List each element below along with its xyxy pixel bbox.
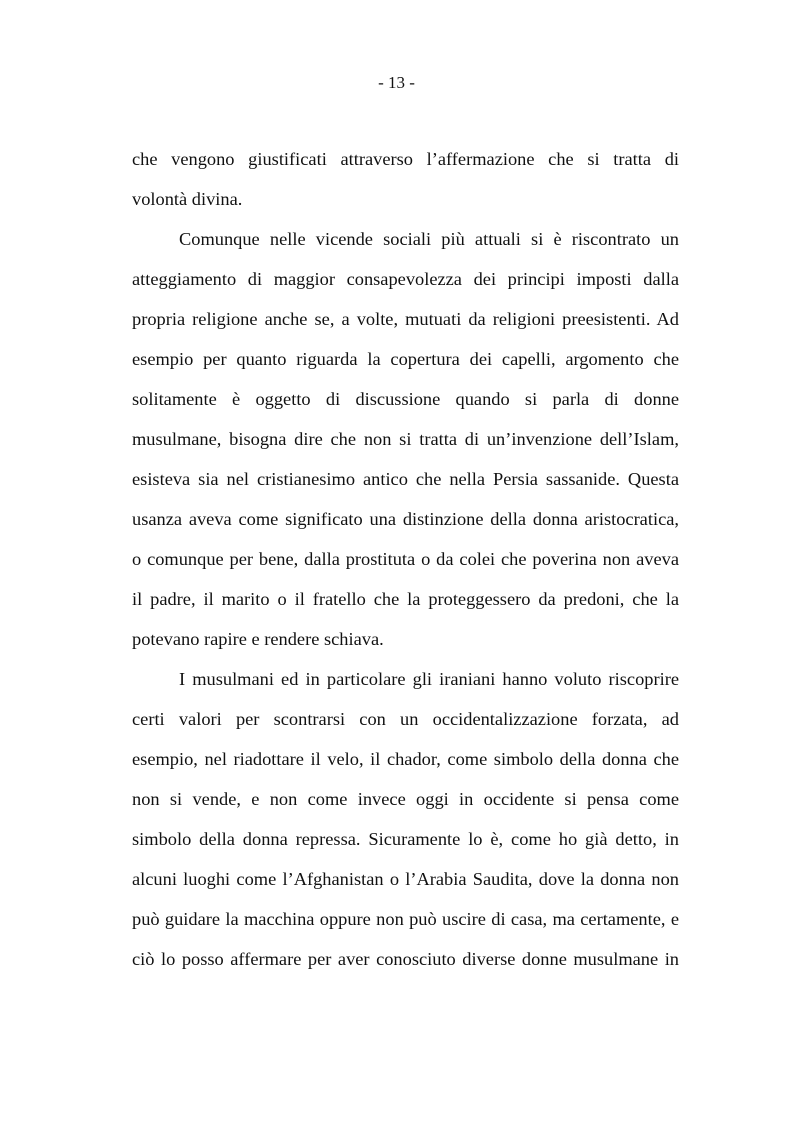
text-line: esisteva sia nel cristianesimo antico che nella Persia sassanide. Questa [132,469,679,489]
paragraph-first-line: Comunque nelle vicende sociali più attuali si è riscontrato un [179,229,679,249]
text-line: esempio per quanto riguarda la copertura dei capelli, argomento che [132,349,679,369]
text-line: il padre, il marito o il fratello che la proteggessero da predoni, che la [132,589,679,609]
text-line: esempio, nel riadottare il velo, il chador, come simbolo della donna che [132,749,679,769]
text-line: potevano rapire e rendere schiava. [132,629,384,649]
text-line: che vengono giustificati attraverso l’affermazione che si tratta di [132,149,679,169]
text-line: o comunque per bene, dalla prostituta o da colei che poverina non aveva [132,549,679,569]
text-line: volontà divina. [132,189,243,209]
page-number: - 13 - [378,73,415,92]
text-line: ciò lo posso affermare per aver conosciuto diverse donne musulmane in [132,949,679,969]
body-text [132,148,679,988]
text-line: simbolo della donna repressa. Sicuramente lo è, come ho già detto, in [132,829,679,849]
text-line: usanza aveva come significato una distinzione della donna aristocratica, [132,509,679,529]
text-line: alcuni luoghi come l’Afghanistan o l’Arabia Saudita, dove la donna non [132,869,679,889]
text-line: propria religione anche se, a volte, mutuati da religioni preesistenti. Ad [132,309,679,329]
text-line: solitamente è oggetto di discussione quando si parla di donne [132,389,679,409]
text-line: non si vende, e non come invece oggi in occidente si pensa come [132,789,679,809]
text-line: certi valori per scontrarsi con un occidentalizzazione forzata, ad [132,709,679,729]
text-line: musulmane, bisogna dire che non si tratta di un’invenzione dell’Islam, [132,429,679,449]
text-line: atteggiamento di maggior consapevolezza dei principi imposti dalla [132,269,679,289]
text-line: può guidare la macchina oppure non può uscire di casa, ma certamente, e [132,909,679,929]
paragraph-first-line: I musulmani ed in particolare gli iraniani hanno voluto riscoprire [179,669,679,689]
